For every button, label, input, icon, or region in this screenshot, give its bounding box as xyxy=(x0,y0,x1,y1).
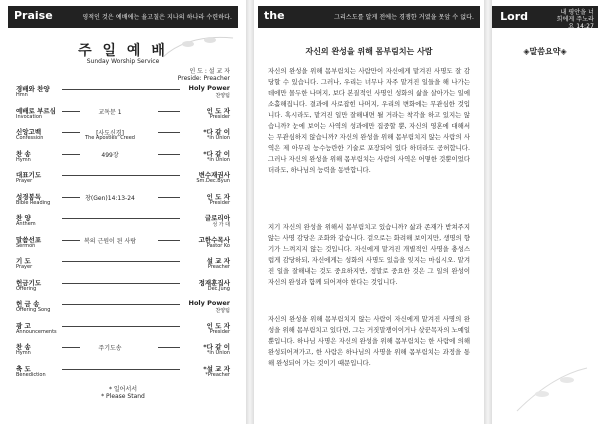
leader-line xyxy=(158,240,180,241)
order-item-ko: 성경봉독 xyxy=(16,192,42,201)
leader-line xyxy=(62,261,180,262)
order-leader-ko: Holy Power xyxy=(188,299,230,307)
service-order-row xyxy=(8,170,238,186)
leader-line xyxy=(62,175,180,176)
order-leader-ko: *다 같 이 xyxy=(203,343,230,351)
order-leader-ko: 변수재권사 xyxy=(198,171,230,179)
page-fold xyxy=(484,0,492,424)
service-order-row xyxy=(8,278,238,294)
order-item-ko: 말씀선포 xyxy=(16,235,42,244)
order-leader-en: Sm.Dec.Byun xyxy=(196,178,230,184)
order-item-en: Hymn xyxy=(16,156,31,163)
order-leader-en: Presider xyxy=(209,199,230,206)
summary-panel xyxy=(492,6,598,418)
order-content-ko: 창(Gen)14:13-24 xyxy=(85,194,135,202)
stand-ko: * 일어서서 xyxy=(108,386,138,393)
service-order-row xyxy=(8,192,238,208)
service-order-row xyxy=(8,299,238,315)
presider-note xyxy=(178,68,230,82)
order-item-en: Anthem xyxy=(16,221,36,227)
leader-line xyxy=(62,304,180,305)
presider-ko: 인 도 : 설 교 자 xyxy=(189,68,230,75)
service-order-row xyxy=(8,149,238,165)
order-item-en: Prayer xyxy=(16,264,33,270)
lord-label: Lord xyxy=(500,10,528,23)
order-item-en: Announcements xyxy=(16,328,57,335)
order-content-ko: 복의 근원이 된 사람 xyxy=(83,237,137,245)
order-content-en: The Apostles' Creed xyxy=(85,135,135,141)
order-content-ko: 주기도송 xyxy=(98,345,122,352)
order-leader-en: *in Union xyxy=(206,135,230,141)
leaf-ornament-icon xyxy=(512,366,592,416)
order-leader-ko: *설 교 자 xyxy=(203,364,230,373)
lord-header-bar xyxy=(492,6,598,28)
order-leader-ko: *다 같 이 xyxy=(203,149,230,158)
worship-order-panel xyxy=(8,6,238,418)
order-content-ko: 499장 xyxy=(101,151,119,159)
order-leader-ko: 글로리아 xyxy=(204,214,230,222)
leader-line xyxy=(158,154,180,155)
service-order-row xyxy=(8,364,238,380)
order-leader-en: 찬양팀 xyxy=(215,93,230,99)
the-header-bar xyxy=(258,6,480,28)
order-item-ko: 예배로 부르심 xyxy=(16,106,56,115)
order-item-en: Offering Song xyxy=(16,307,51,313)
order-item-ko: 축 도 xyxy=(16,364,31,373)
praise-quote: 영적인 것은 예배에는 율고칠은 지나의 하나라 수련하다. xyxy=(82,14,232,21)
leader-line xyxy=(62,89,180,90)
order-leader-en: Dec.Jung xyxy=(207,285,230,292)
order-item-ko: 찬 송 xyxy=(16,343,31,351)
order-leader-ko: 인 도 자 xyxy=(206,192,230,201)
order-item-ko: 헌금기도 xyxy=(16,278,42,287)
worship-subtitle: Sunday Worship Service xyxy=(86,58,160,65)
order-leader-en: *in Union xyxy=(206,350,230,356)
order-item-ko: 찬 양 xyxy=(16,214,31,222)
the-quote: 그리스도를 알게 전에는 경쟁한 거였을 못앞 수 없다. xyxy=(334,14,474,21)
order-leader-ko: 인 도 자 xyxy=(206,321,230,330)
service-order-row xyxy=(8,127,238,143)
order-leader-ko: 정재훈집사 xyxy=(198,278,230,287)
order-content-ko: 교독문 1 xyxy=(98,108,122,116)
leader-line xyxy=(62,326,180,327)
order-item-ko: 신앙고백 xyxy=(16,128,42,136)
order-leader-en: 성 가 대 xyxy=(212,222,230,228)
page-fold xyxy=(246,0,254,424)
order-leader-ko: Holy Power xyxy=(188,84,230,92)
service-order-row xyxy=(8,213,238,229)
leader-line xyxy=(62,283,180,284)
lord-quote: 내 평안을 너희에게 주노라 요 14:27 xyxy=(556,9,594,30)
sermon-title: 자신의 완성을 위해 몸부림치는 사람 xyxy=(305,47,433,56)
order-item-en: Prayer xyxy=(16,178,33,184)
order-item-ko: 경배와 찬양 xyxy=(16,85,50,93)
sermon-paragraph-1: 자신의 완성을 위해 몸부림치는 사람만이 자신에게 맡겨진 사명도 잘 감당할 수 있습니다. 그러나, 우리는 너무나 자주 맡겨진 일들을 해 나가는 데에만 몰두한 나머지, 보다 본질적인 사명인 성화의 삶을 살아가는 일에 소홀해집니다. 결과에 사로잡힌 나머지, 우리의 변화에는 무관심한 것입니다. 혹시라도, 맡겨진 일만 잘해내면 될 거라는 착각을 하고 있지는 않습니까? 눈에 보이는 사역의 성과에만 집중할 뿐, 자신의 영혼에 대해서는 무관심하지 않습니까? 자신의 완성을 위해 몸부림치지 않는 사람의 사역은 제 아무리 능수능란한 기술로 포장되어 있다 하더라도 공허합니다. 그러나 자신의 완성을 위해 몸부림치는 사람의 사역은 어떻한 것뿐이었다더라도, 하나님의 능력을 동반합니다. xyxy=(268,67,470,174)
order-item-en: Bible Reading xyxy=(16,199,51,206)
order-item-en: Invocation xyxy=(16,113,43,120)
service-order-row xyxy=(8,106,238,122)
order-leader-en: Presider xyxy=(209,328,230,335)
order-leader-en: Pastor Ko xyxy=(206,242,230,249)
order-item-en: Sermon xyxy=(16,242,36,249)
order-leader-en: Preacher xyxy=(207,264,230,270)
order-leader-en: Presider xyxy=(209,113,230,120)
leader-line xyxy=(62,218,180,219)
praise-label: Praise xyxy=(14,9,53,22)
order-leader-ko: 설 교 자 xyxy=(206,257,230,265)
sermon-panel xyxy=(258,6,480,418)
order-leader-ko: 고한수목사 xyxy=(198,235,230,244)
order-leader-ko: 인 도 자 xyxy=(206,106,230,115)
leader-line xyxy=(158,132,180,133)
the-label: the xyxy=(264,9,285,22)
leader-line xyxy=(158,111,180,112)
presider-en: Preside: Preacher xyxy=(177,75,230,82)
service-order-row xyxy=(8,84,238,100)
order-item-en: Benediction xyxy=(16,371,46,378)
order-leader-ko: *다 같 이 xyxy=(203,128,230,136)
order-item-en: Confession xyxy=(16,135,44,141)
order-leader-en: 찬양팀 xyxy=(215,308,230,314)
order-item-ko: 대표기도 xyxy=(16,171,42,179)
service-order-row xyxy=(8,321,238,337)
order-leader-en: *in Union xyxy=(206,156,230,163)
leader-line xyxy=(62,369,180,370)
order-content-ko: [사도신경] xyxy=(96,130,124,137)
stand-note xyxy=(8,386,238,400)
order-item-ko: 찬 송 xyxy=(16,149,31,158)
order-item-ko: 헌 금 송 xyxy=(16,300,40,308)
worship-title: 주 일 예 배 xyxy=(78,43,168,59)
service-order-row xyxy=(8,256,238,272)
order-item-ko: 기 도 xyxy=(16,257,31,265)
order-item-en: Offering xyxy=(16,285,37,292)
order-leader-en: *Preacher xyxy=(205,371,230,378)
service-order-row xyxy=(8,235,238,251)
order-item-en: Hmn xyxy=(16,92,28,98)
sermon-paragraph-3: 자신의 완성을 위해 몸부림치지 않는 사람이 자신에게 맡겨진 사명의 완성을 위해 몸부림치고 있다면, 그는 거짓말쟁이이거나 삯꾼목자의 노예일 뿐입니다. 하나님 사명은 자신의 완성을 위해 몸부림치는 한 사람에 의해 완성되어져가고, 한 사람은 하나님의 사명을 위해 몸부림치는 과정을 통해 완성되어 가는 것이기 때문입니다. xyxy=(268,315,470,367)
leader-line xyxy=(158,197,180,198)
summary-title: ◈말씀요약◈ xyxy=(523,47,567,56)
order-item-en: Hymn xyxy=(16,350,31,356)
service-order-row xyxy=(8,342,238,358)
stand-en: * Please Stand xyxy=(101,393,145,400)
leader-line xyxy=(158,347,180,348)
praise-header-bar xyxy=(8,6,238,28)
sermon-paragraph-2: 지기 자신의 완성을 위해서 몸부림치고 있습니까? 삶과 존재가 받쳐주지 않는 사명 감당은 조화와 같습니다. 겉으로는 화려해 보이지만, 생명의 향기가 느껴지지 않는 것입니다. 자신에게 맡겨진 개별적인 사명을 충성스럽게 감당하되, 자신에게는 성화의 사명도 있음을 잊지는 마십시오. 맡겨진 일을 잘해내는 것도 중요하지만, 정말로 중요한 것은 그 일의 완성이 자신의 완성과 함께 되어져야 한다는 것입니다. xyxy=(268,223,470,286)
order-item-ko: 광 고 xyxy=(16,321,31,330)
